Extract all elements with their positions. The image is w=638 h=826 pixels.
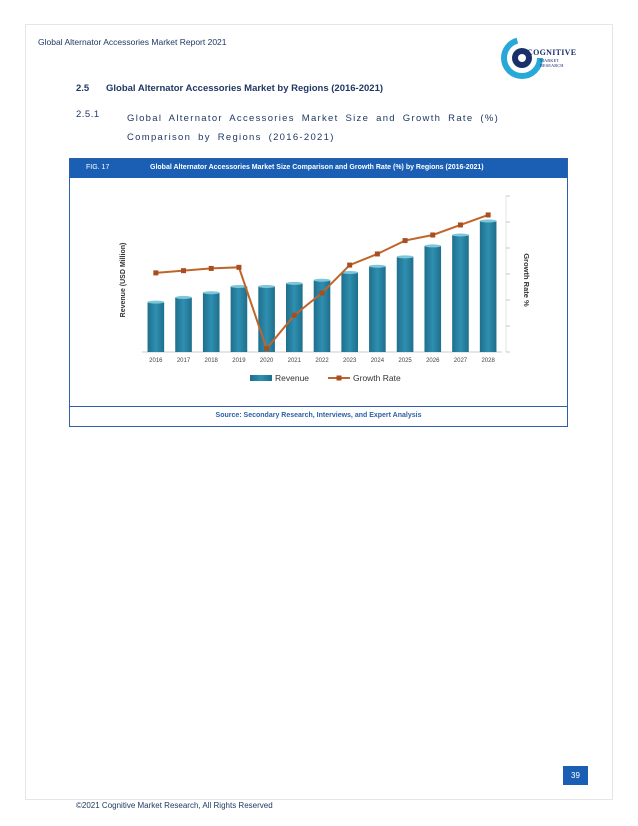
revenue-bar-top [452,234,469,237]
x-tick-label: 2017 [176,358,191,364]
revenue-bar-top [369,265,386,268]
legend-growth-label: Growth Rate [353,373,401,383]
revenue-bar [175,297,192,352]
legend-revenue-label: Revenue [275,373,310,383]
revenue-bar-top [286,282,303,285]
figure-header [70,159,567,178]
x-tick-label: 2022 [315,358,329,364]
x-tick-label: 2016 [149,358,163,364]
revenue-bar [397,257,414,352]
x-tick-label: 2023 [343,358,357,364]
x-tick-label: 2020 [259,358,274,364]
figure-source: Source: Secondary Research, Interviews, and Expert Analysis [215,412,422,419]
revenue-bar-top [203,291,220,294]
revenue-bar [480,221,497,352]
revenue-bar [231,286,248,352]
growth-rate-point [320,290,325,295]
revenue-bar [148,302,165,352]
growth-rate-point [153,270,158,275]
chart [70,178,567,406]
growth-rate-point [292,313,297,318]
x-tick-label: 2026 [426,358,440,364]
report-title: Global Alternator Accessories Market Report 2021 [38,37,227,47]
figure-title: Global Alternator Accessories Market Size Comparison and Growth Rate (%) by Regions (2016-2021) [150,164,484,171]
revenue-bar [369,266,386,352]
revenue-bar-top [397,255,414,258]
revenue-bar-top [424,244,441,247]
growth-rate-point [458,222,463,227]
growth-rate-point [486,212,491,217]
growth-rate-point [430,233,435,238]
source-divider [70,406,567,407]
y2-tick-marks [506,196,510,352]
legend-revenue-swatch [250,375,272,381]
growth-rate-point [375,251,380,256]
x-tick-label: 2024 [370,358,385,364]
revenue-bar [424,246,441,352]
legend [250,373,401,383]
legend-growth-marker [337,376,342,381]
logo-text: COGNITIVE [527,48,577,57]
x-tick-labels [149,358,495,364]
y2-axis-label: Growth Rate % [522,253,531,307]
subsection-title: Global Alternator Accessories Market Size and Growth Rate (%) Comparison by Regions (2016-2021) [127,113,500,143]
logo-subtext-line-1: MARKET [540,58,559,63]
revenue-bar-top [148,301,165,304]
x-tick-label: 2018 [204,358,218,364]
revenue-bar-top [480,219,497,222]
x-tick-label: 2025 [398,358,412,364]
revenue-bar-top [175,296,192,299]
page-number: 39 [563,766,588,785]
growth-rate-point [403,238,408,243]
figure-box [69,158,568,427]
growth-rate-point [347,263,352,268]
x-tick-label: 2028 [481,358,495,364]
logo-subtext [540,58,564,68]
revenue-bar [341,272,358,352]
revenue-bar [452,235,469,352]
y-axis-label: Revenue (USD Million) [120,242,127,318]
subsection-number: 2.5.1 [76,109,100,120]
growth-rate-point [181,268,186,273]
growth-rate-point [264,346,269,351]
section-title: Global Alternator Accessories Market by Regions (2016-2021) [106,83,384,94]
x-tick-label: 2027 [453,358,468,364]
x-tick-label: 2021 [287,358,301,364]
growth-rate-point [209,266,214,271]
revenue-bar-top [314,279,331,282]
revenue-bar [203,293,220,352]
growth-rate-point [236,265,241,270]
copyright-footer: ©2021 Cognitive Market Research, All Rights Reserved [76,801,273,810]
revenue-bar-top [258,285,275,288]
bar-series [142,219,502,352]
logo-subtext-line-2: RESEARCH [540,63,564,68]
x-tick-label: 2019 [232,358,246,364]
figure-label: FIG. 17 [86,164,110,171]
section-number: 2.5 [76,83,90,94]
